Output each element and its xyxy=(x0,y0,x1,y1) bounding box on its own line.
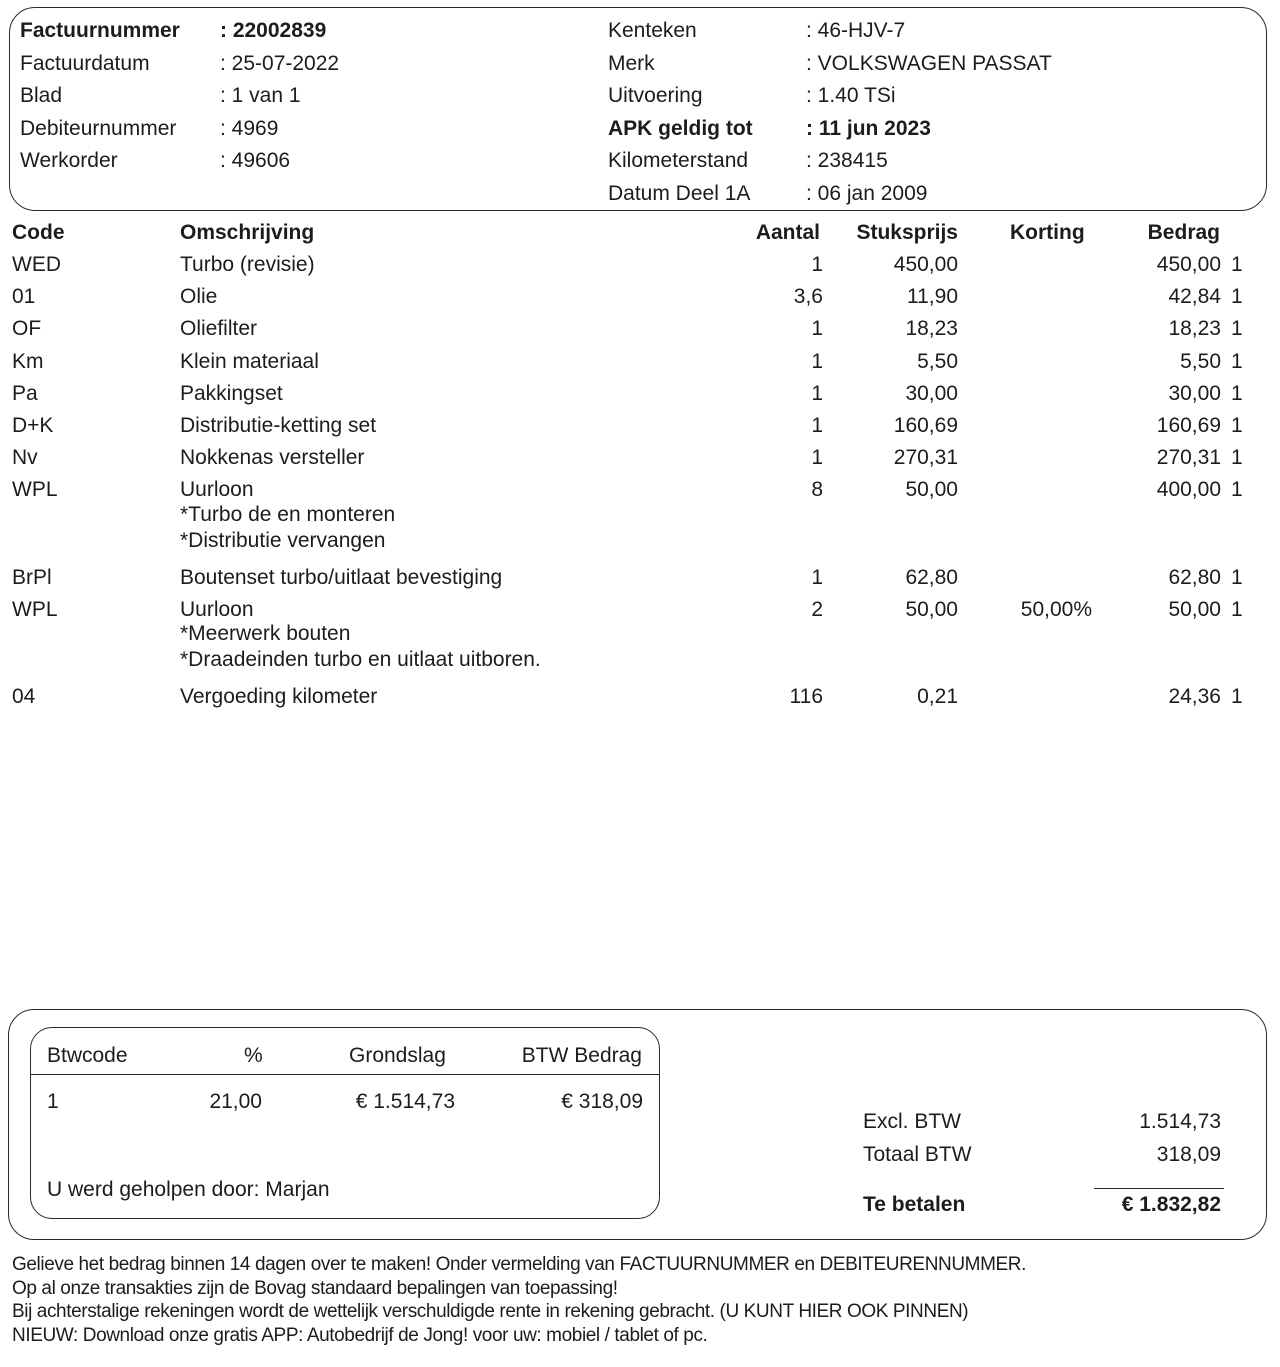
row-aantal: 1 xyxy=(811,382,823,405)
row-stuksprijs: 18,23 xyxy=(905,317,958,340)
row-btw-code: 1 xyxy=(1231,382,1243,405)
row-aantal: 1 xyxy=(811,317,823,340)
header-value: : 1 van 1 xyxy=(220,84,301,107)
row-note: *Turbo de en monteren xyxy=(180,503,396,526)
btw-header-divider xyxy=(30,1074,660,1075)
row-bedrag: 62,80 xyxy=(1168,566,1221,589)
header-value: : 22002839 xyxy=(220,19,327,42)
row-note: *Distributie vervangen xyxy=(180,529,386,552)
row-aantal: 1 xyxy=(811,253,823,276)
row-code: Nv xyxy=(12,446,38,469)
row-description: Uurloon xyxy=(180,598,254,621)
row-code: Km xyxy=(12,350,44,373)
row-description: Uurloon xyxy=(180,478,254,501)
row-btw-code: 1 xyxy=(1231,317,1243,340)
header-label: Factuurnummer xyxy=(20,19,180,42)
te-betalen-label: Te betalen xyxy=(863,1193,966,1216)
col-header-stuksprijs: Stuksprijs xyxy=(856,221,958,244)
row-bedrag: 5,50 xyxy=(1180,350,1221,373)
row-stuksprijs: 160,69 xyxy=(893,414,958,437)
row-aantal: 3,6 xyxy=(793,285,823,308)
header-label: Datum Deel 1A xyxy=(608,182,751,205)
row-btw-code: 1 xyxy=(1231,414,1243,437)
row-aantal: 1 xyxy=(811,566,823,589)
row-description: Vergoeding kilometer xyxy=(180,685,378,708)
row-aantal: 8 xyxy=(811,478,823,501)
btw-header-grondslag: Grondslag xyxy=(349,1044,446,1067)
row-korting xyxy=(990,682,1092,712)
row-aantal: 116 xyxy=(789,685,823,708)
btw-row-grondslag: € 1.514,73 xyxy=(355,1090,455,1113)
row-stuksprijs: 0,21 xyxy=(917,685,958,708)
excl-btw-label: Excl. BTW xyxy=(863,1110,961,1133)
row-stuksprijs: 5,50 xyxy=(917,350,958,373)
row-stuksprijs: 30,00 xyxy=(905,382,958,405)
btw-row-code: 1 xyxy=(47,1090,59,1113)
row-bedrag: 160,69 xyxy=(1156,414,1221,437)
row-bedrag: 50,00 xyxy=(1168,598,1221,621)
btw-row-pct: 21,00 xyxy=(209,1090,262,1113)
row-stuksprijs: 50,00 xyxy=(905,478,958,501)
header-label: Werkorder xyxy=(20,149,118,172)
helped-by-text: U werd geholpen door: Marjan xyxy=(47,1178,330,1201)
row-description: Distributie-ketting set xyxy=(180,414,377,437)
btw-header-code: Btwcode xyxy=(47,1044,128,1067)
row-stuksprijs: 270,31 xyxy=(893,446,958,469)
row-korting xyxy=(990,282,1092,312)
footer-line-1: Gelieve het bedrag binnen 14 dagen over te maken! Onder vermelding van FACTUURNUMMER en DEBITEURENNUMMER. xyxy=(12,1254,1026,1275)
header-label: Merk xyxy=(608,52,655,75)
header-value: : VOLKSWAGEN PASSAT xyxy=(806,52,1052,75)
row-bedrag: 400,00 xyxy=(1156,478,1221,501)
totaal-btw-value: 318,09 xyxy=(1156,1143,1221,1166)
row-code: 01 xyxy=(12,285,36,308)
row-description: Olie xyxy=(180,285,218,308)
row-korting xyxy=(990,347,1092,377)
row-btw-code: 1 xyxy=(1231,446,1243,469)
col-header-korting: Korting xyxy=(1010,221,1085,244)
col-header-aantal: Aantal xyxy=(755,221,820,244)
header-value: : 1.40 TSi xyxy=(806,84,896,107)
header-value: : 49606 xyxy=(220,149,291,172)
row-code: WPL xyxy=(12,598,58,621)
row-btw-code: 1 xyxy=(1231,253,1243,276)
row-description: Klein materiaal xyxy=(180,350,319,373)
te-betalen-value: € 1.832,82 xyxy=(1121,1193,1221,1216)
row-stuksprijs: 62,80 xyxy=(905,566,958,589)
btw-header-bedrag: BTW Bedrag xyxy=(521,1044,642,1067)
col-header-bedrag: Bedrag xyxy=(1147,221,1220,244)
row-aantal: 1 xyxy=(811,414,823,437)
row-note: *Draadeinden turbo en uitlaat uitboren. xyxy=(180,648,541,671)
row-btw-code: 1 xyxy=(1231,285,1243,308)
row-korting xyxy=(990,379,1092,409)
total-divider xyxy=(1094,1188,1224,1189)
row-btw-code: 1 xyxy=(1231,350,1243,373)
header-label: Kenteken xyxy=(608,19,697,42)
row-code: 04 xyxy=(12,685,36,708)
row-btw-code: 1 xyxy=(1231,566,1243,589)
footer-line-3: Bij achterstalige rekeningen wordt de wettelijk verschuldigde rente in rekening gebracht. (U KUNT HIER OOK PINNEN) xyxy=(12,1301,969,1322)
header-label: Uitvoering xyxy=(608,84,703,107)
header-value: : 238415 xyxy=(806,149,888,172)
btw-row-bedrag: € 318,09 xyxy=(561,1090,643,1113)
totaal-btw-label: Totaal BTW xyxy=(863,1143,972,1166)
row-korting: 50,00% xyxy=(1020,598,1092,621)
row-code: OF xyxy=(12,317,42,340)
row-bedrag: 42,84 xyxy=(1168,285,1221,308)
row-aantal: 1 xyxy=(811,350,823,373)
col-header-code: Code xyxy=(12,221,65,244)
row-bedrag: 30,00 xyxy=(1168,382,1221,405)
row-code: Pa xyxy=(12,382,38,405)
row-korting xyxy=(990,314,1092,344)
excl-btw-value: 1.514,73 xyxy=(1139,1110,1221,1133)
row-description: Nokkenas versteller xyxy=(180,446,365,469)
header-label: Factuurdatum xyxy=(20,52,150,75)
row-aantal: 2 xyxy=(811,598,823,621)
row-description: Boutenset turbo/uitlaat bevestiging xyxy=(180,566,503,589)
header-value: : 25-07-2022 xyxy=(220,52,340,75)
footer-line-2: Op al onze transakties zijn de Bovag standaard bepalingen van toepassing! xyxy=(12,1278,618,1299)
row-korting xyxy=(990,563,1092,593)
row-bedrag: 18,23 xyxy=(1168,317,1221,340)
header-value: : 4969 xyxy=(220,117,279,140)
header-label: Blad xyxy=(20,84,63,107)
row-korting xyxy=(990,475,1092,505)
row-korting xyxy=(990,443,1092,473)
header-label: Debiteurnummer xyxy=(20,117,177,140)
row-korting xyxy=(990,411,1092,441)
header-value: : 46-HJV-7 xyxy=(806,19,906,42)
row-aantal: 1 xyxy=(811,446,823,469)
row-note: *Meerwerk bouten xyxy=(180,622,351,645)
row-bedrag: 24,36 xyxy=(1168,685,1221,708)
row-code: BrPl xyxy=(12,566,52,589)
row-korting xyxy=(990,250,1092,280)
header-label: APK geldig tot xyxy=(608,117,753,140)
row-code: WED xyxy=(12,253,61,276)
row-description: Pakkingset xyxy=(180,382,283,405)
header-label: Kilometerstand xyxy=(608,149,749,172)
row-description: Oliefilter xyxy=(180,317,258,340)
row-stuksprijs: 450,00 xyxy=(893,253,958,276)
row-description: Turbo (revisie) xyxy=(180,253,315,276)
col-header-omschrijving: Omschrijving xyxy=(180,221,315,244)
row-stuksprijs: 11,90 xyxy=(907,285,958,308)
btw-header-pct: % xyxy=(244,1044,263,1067)
row-btw-code: 1 xyxy=(1231,478,1243,501)
row-bedrag: 270,31 xyxy=(1156,446,1221,469)
row-stuksprijs: 50,00 xyxy=(905,598,958,621)
row-code: D+K xyxy=(12,414,54,437)
row-bedrag: 450,00 xyxy=(1156,253,1221,276)
header-value: : 11 jun 2023 xyxy=(806,117,931,140)
footer-line-4: NIEUW: Download onze gratis APP: Autobedrijf de Jong! voor uw: mobiel / tablet of pc. xyxy=(12,1325,708,1346)
header-value: : 06 jan 2009 xyxy=(806,182,928,205)
row-btw-code: 1 xyxy=(1231,685,1243,708)
row-code: WPL xyxy=(12,478,58,501)
row-btw-code: 1 xyxy=(1231,598,1243,621)
